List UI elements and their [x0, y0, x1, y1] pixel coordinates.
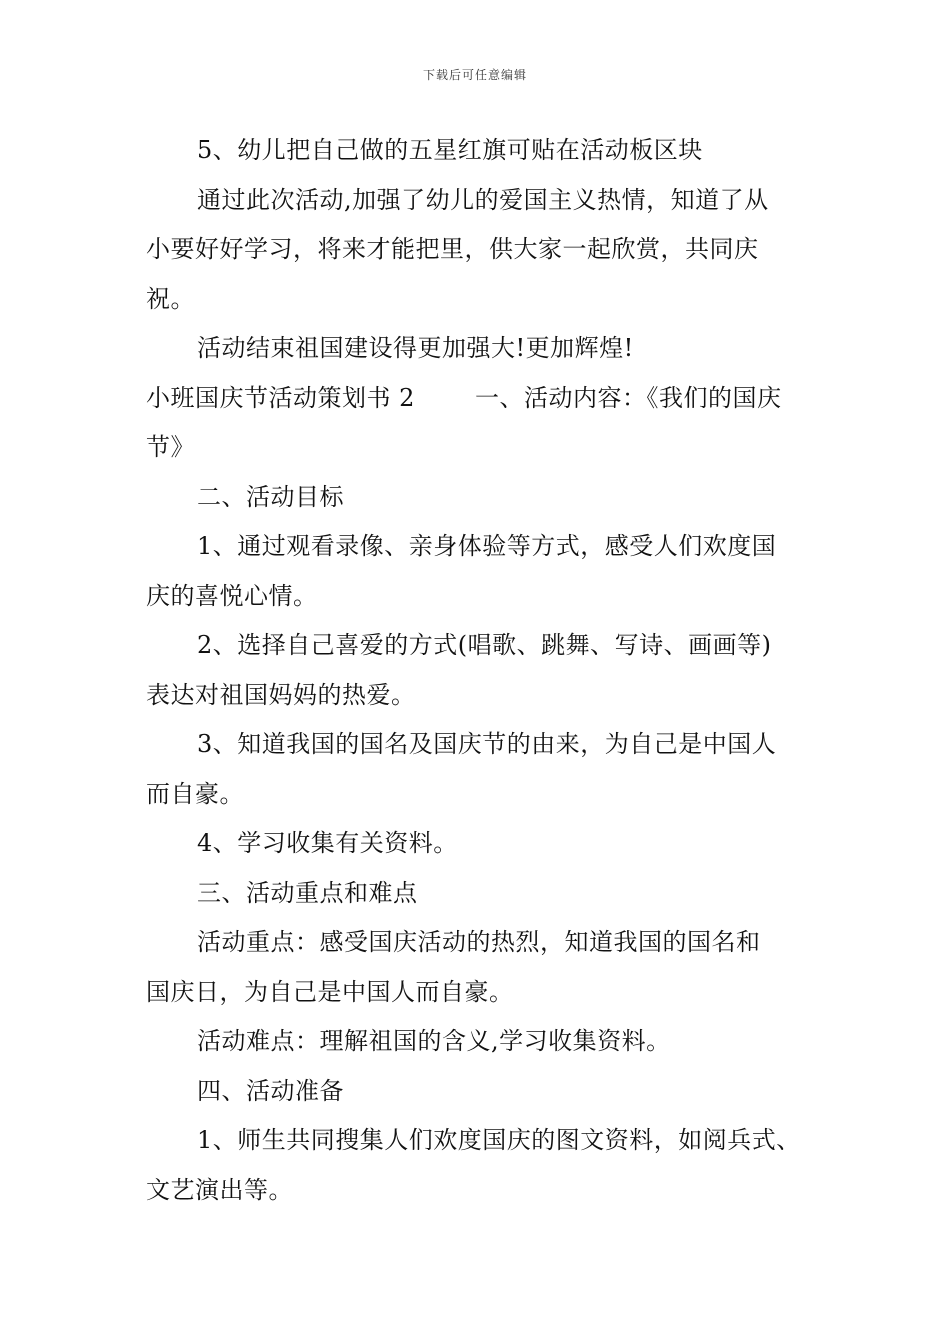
paragraph-line: 祝。: [146, 284, 195, 313]
list-item: 3、知道我国的国名及国庆节的由来，为自己是中国人: [197, 730, 777, 758]
paragraph-line: 国庆日，为自己是中国人而自豪。: [146, 977, 514, 1006]
paragraph-line: 节》: [146, 433, 195, 461]
paragraph-line: 活动难点：理解祖国的含义,学习收集资料。: [197, 1027, 671, 1055]
list-item: 2、选择自己喜爱的方式(唱歌、跳舞、写诗、画画等): [197, 631, 772, 659]
list-item-continuation: 文艺演出等。: [146, 1175, 293, 1204]
paragraph-line: 活动结束祖国建设得更加强大!更加辉煌!: [197, 334, 634, 362]
activity-content-heading: 一、活动内容：《我们的国庆: [475, 383, 782, 412]
list-item: 4、学习收集有关资料。: [197, 829, 458, 857]
list-item-continuation: 而自豪。: [146, 779, 244, 808]
list-item: 1、通过观看录像、亲身体验等方式，感受人们欢度国: [197, 532, 777, 560]
list-item-continuation: 表达对祖国妈妈的热爱。: [146, 680, 416, 709]
header-note: 下载后可任意编辑: [422, 68, 527, 82]
section-heading: 四、活动准备: [197, 1076, 344, 1105]
paragraph-line: 小要好好学习，将来才能把里，供大家一起欣赏，共同庆: [146, 235, 759, 263]
list-item: 1、师生共同搜集人们欢度国庆的图文资料，如阅兵式、: [197, 1126, 801, 1154]
section-heading: 二、活动目标: [197, 482, 344, 511]
paragraph-line: 活动重点：感受国庆活动的热烈，知道我国的国名和: [197, 928, 761, 956]
section-heading: 三、活动重点和难点: [197, 878, 418, 907]
paragraph-line: 5、幼儿把自己做的五星红旗可贴在活动板区块: [197, 136, 703, 164]
document-title: 小班国庆节活动策划书 2: [146, 383, 415, 412]
list-item-continuation: 庆的喜悦心情。: [146, 581, 318, 610]
paragraph-line: 通过此次活动,加强了幼儿的爱国主义热情，知道了从: [197, 185, 769, 214]
section-title-row: [146, 374, 810, 424]
document-body: [146, 126, 810, 1215]
